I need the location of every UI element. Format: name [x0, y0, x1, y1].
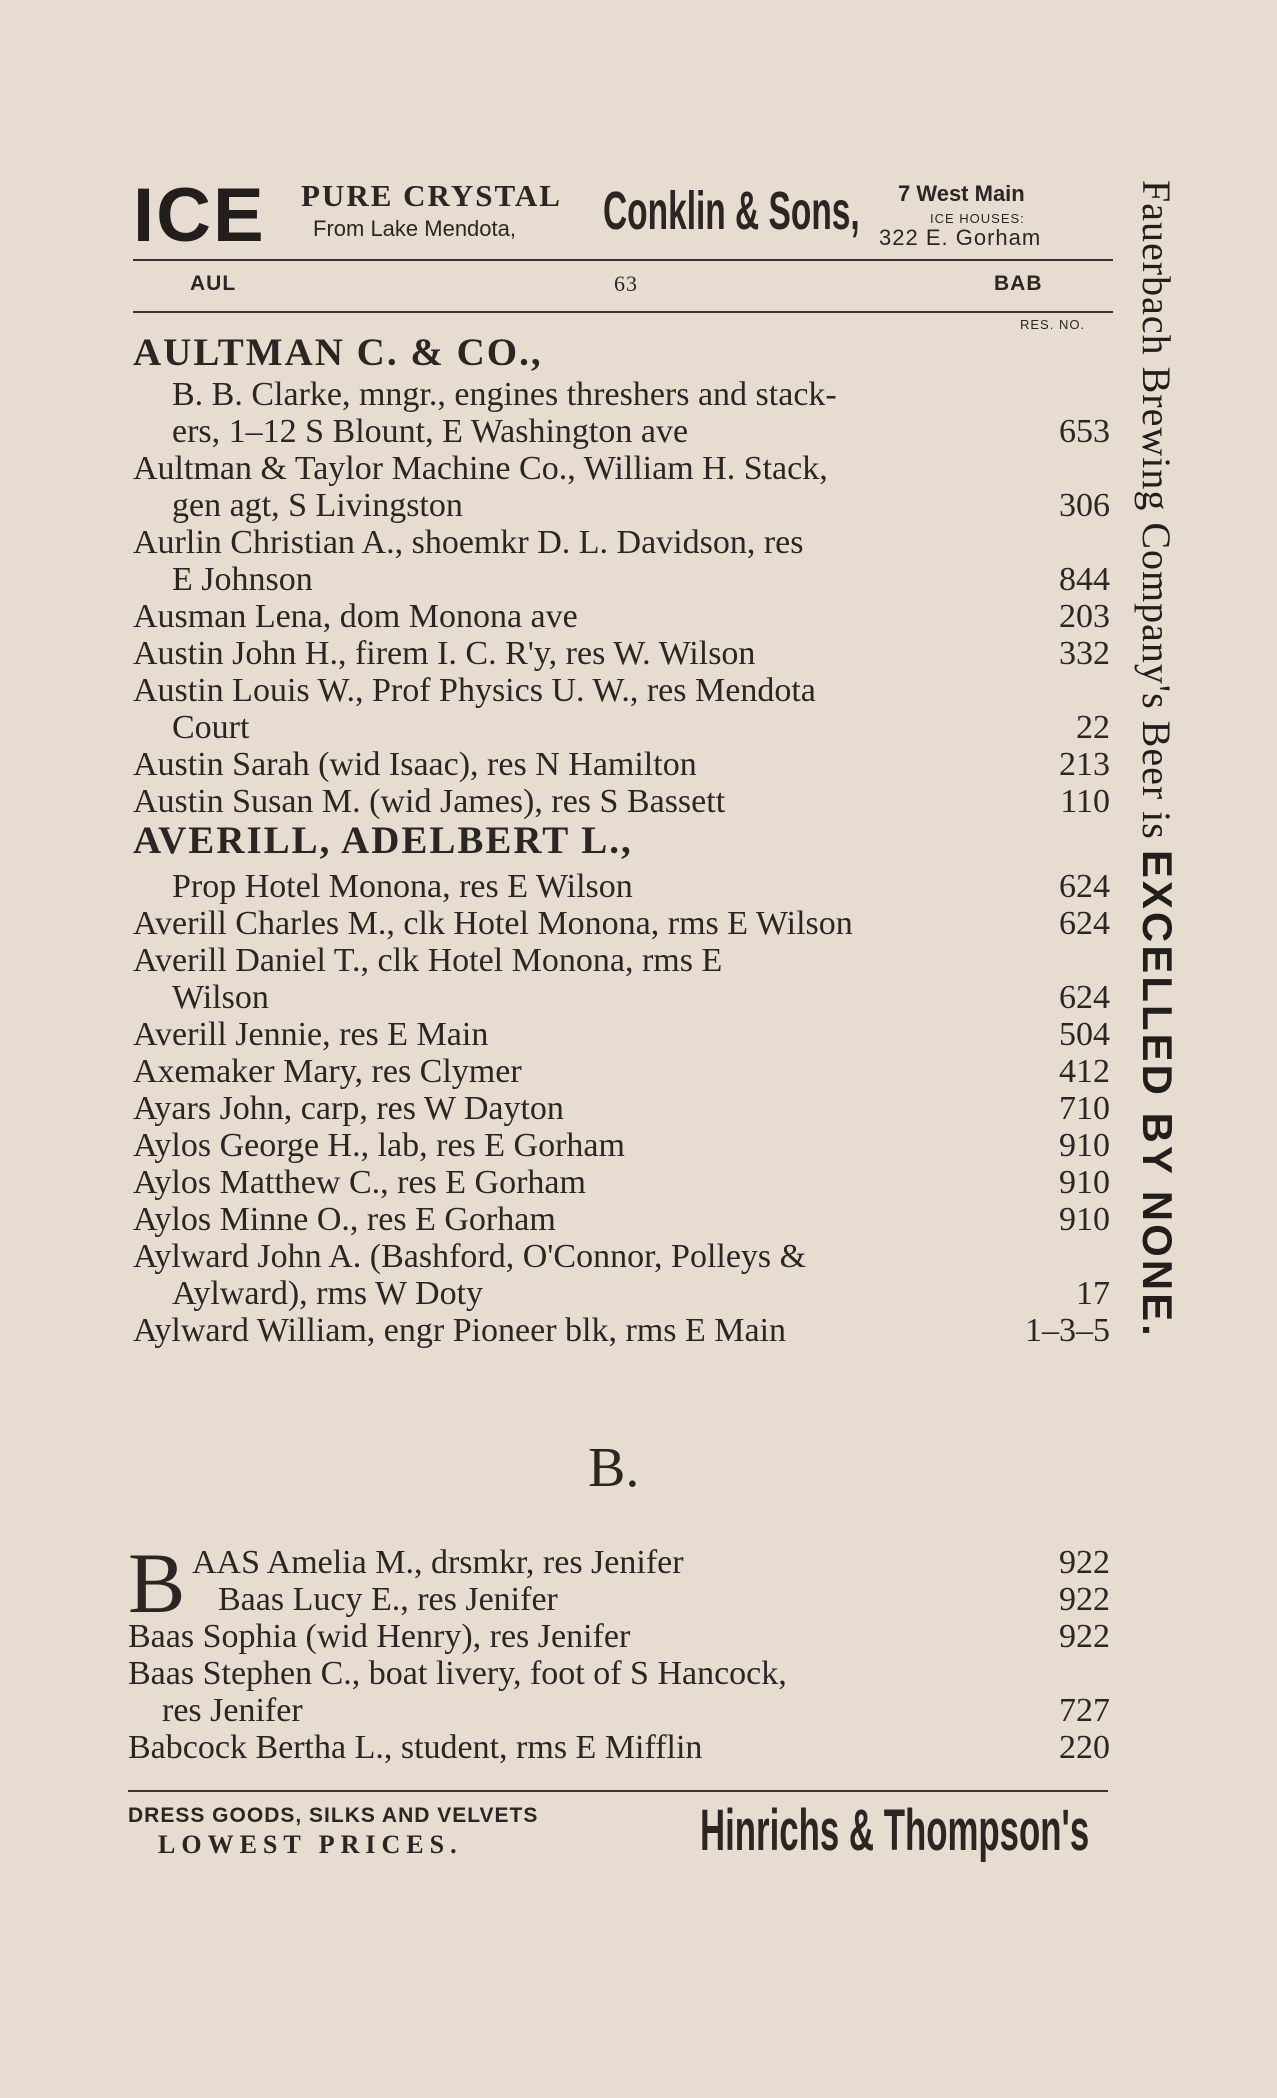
top-rule — [133, 259, 1113, 261]
entry-line: ers, 1–12 S Blount, E Washington ave — [172, 413, 689, 450]
side-ad-brewing-text: Fauerbach Brewing Company's Beer is — [1134, 180, 1179, 840]
entry-line: Averill Charles M., clk Hotel Monona, rms E Wilson — [133, 905, 853, 942]
lake-mendota-text: From Lake Mendota, — [313, 216, 516, 241]
section-heading-b: B. — [588, 1437, 640, 1499]
entry-number: 922 — [1059, 1581, 1110, 1618]
entry-line: Aylos Minne O., res E Gorham — [133, 1201, 556, 1238]
entry-line: Austin Louis W., Prof Physics U. W., res Mendota — [133, 672, 816, 709]
entry-number: 710 — [1059, 1090, 1110, 1127]
entry-number: 332 — [1059, 635, 1110, 672]
entry-line: Aultman & Taylor Machine Co., William H. Stack, — [133, 450, 828, 487]
dress-goods-text: DRESS GOODS, SILKS AND VELVETS — [128, 1804, 539, 1827]
entry-line: Baas Sophia (wid Henry), res Jenifer — [128, 1618, 631, 1655]
entry-number: 727 — [1059, 1692, 1110, 1729]
entry-line: Aylward John A. (Bashford, O'Connor, Polleys & — [133, 1238, 807, 1275]
entry-number: 624 — [1059, 905, 1110, 942]
entry-line: Court — [172, 709, 250, 746]
running-head-left: AUL — [190, 272, 237, 295]
entry-line: gen agt, S Livingston — [172, 487, 463, 524]
side-ad-excelled-text: EXCELLED BY NONE. — [1134, 849, 1181, 1339]
header-rule — [133, 311, 1113, 313]
entry-number: 504 — [1059, 1016, 1110, 1053]
entry-number: 910 — [1059, 1127, 1110, 1164]
entry-number: 624 — [1059, 979, 1110, 1016]
entry-line: Aylward), rms W Doty — [172, 1275, 484, 1312]
entry-line: res Jenifer — [162, 1692, 303, 1729]
entry-line: Aurlin Christian A., shoemkr D. L. Davidson, res — [133, 524, 804, 561]
lowest-prices-text: LOWEST PRICES. — [158, 1830, 463, 1859]
entry-number: 220 — [1059, 1729, 1110, 1766]
bottom-advertisement — [128, 1796, 1118, 1866]
entry-line: AAS Amelia M., drsmkr, res Jenifer — [192, 1544, 684, 1581]
entry-line: Baas Lucy E., res Jenifer — [218, 1581, 558, 1618]
entry-line: Ayars John, carp, res W Dayton — [133, 1090, 564, 1127]
entry-number: 844 — [1059, 561, 1110, 598]
ice-houses-label: ICE HOUSES: — [930, 211, 1025, 226]
entry-number: 624 — [1059, 868, 1110, 905]
hinrichs-thompson-name: Hinrichs & Thompson's — [700, 1798, 1090, 1863]
top-advertisement — [133, 170, 1113, 258]
ice-heading: ICE — [133, 173, 266, 258]
entry-line: B. B. Clarke, mngr., engines threshers and stack- — [172, 376, 837, 413]
entry-line: Prop Hotel Monona, res E Wilson — [172, 868, 633, 905]
entry-line: Aylos George H., lab, res E Gorham — [133, 1127, 625, 1164]
entry-number: 910 — [1059, 1201, 1110, 1238]
running-head-right: BAB — [994, 272, 1043, 295]
entry-number: 203 — [1059, 598, 1110, 635]
entry-number: 1–3–5 — [1025, 1312, 1110, 1349]
entry-line: E Johnson — [172, 561, 313, 598]
entry-number: 412 — [1059, 1053, 1110, 1090]
entry-line: Averill Daniel T., clk Hotel Monona, rms E — [133, 942, 723, 979]
entry-line: Austin John H., firem I. C. R'y, res W. Wilson — [133, 635, 756, 672]
entry-number: 22 — [1076, 709, 1110, 746]
drop-cap: B — [128, 1535, 186, 1631]
conklin-sons-name: Conklin & Sons, — [603, 181, 860, 241]
entry-number: 910 — [1059, 1164, 1110, 1201]
entry-line: Austin Susan M. (wid James), res S Bassett — [133, 783, 726, 820]
entry-line: Wilson — [172, 979, 269, 1016]
entry-line: Baas Stephen C., boat livery, foot of S Hancock, — [128, 1655, 787, 1692]
entry-line: Babcock Bertha L., student, rms E Mifflin — [128, 1729, 703, 1766]
entry-number: 17 — [1076, 1275, 1110, 1312]
entry-number: 213 — [1059, 746, 1110, 783]
res-no-label: RES. NO. — [1020, 317, 1086, 332]
entry-line: AULTMAN C. & CO., — [133, 331, 543, 374]
entry-line: AVERILL, ADELBERT L., — [133, 819, 633, 862]
entry-line: Aylos Matthew C., res E Gorham — [133, 1164, 586, 1201]
pure-crystal-text: PURE CRYSTAL — [301, 178, 562, 213]
entry-line: Austin Sarah (wid Isaac), res N Hamilton — [133, 746, 697, 783]
entry-number: 922 — [1059, 1618, 1110, 1655]
entry-number: 306 — [1059, 487, 1110, 524]
entry-number: 922 — [1059, 1544, 1110, 1581]
address-west-main: 7 West Main — [898, 181, 1025, 206]
entry-line: Ausman Lena, dom Monona ave — [133, 598, 578, 635]
entry-number: 653 — [1059, 413, 1110, 450]
bottom-rule — [128, 1790, 1108, 1792]
entry-line: Averill Jennie, res E Main — [133, 1016, 489, 1053]
entry-line: Axemaker Mary, res Clymer — [133, 1053, 522, 1090]
entry-line: Aylward William, engr Pioneer blk, rms E Main — [133, 1312, 787, 1349]
entry-number: 110 — [1060, 783, 1110, 820]
side-advertisement — [1126, 180, 1188, 1870]
address-gorham: 322 E. Gorham — [879, 225, 1042, 250]
page-number: 63 — [614, 271, 638, 296]
